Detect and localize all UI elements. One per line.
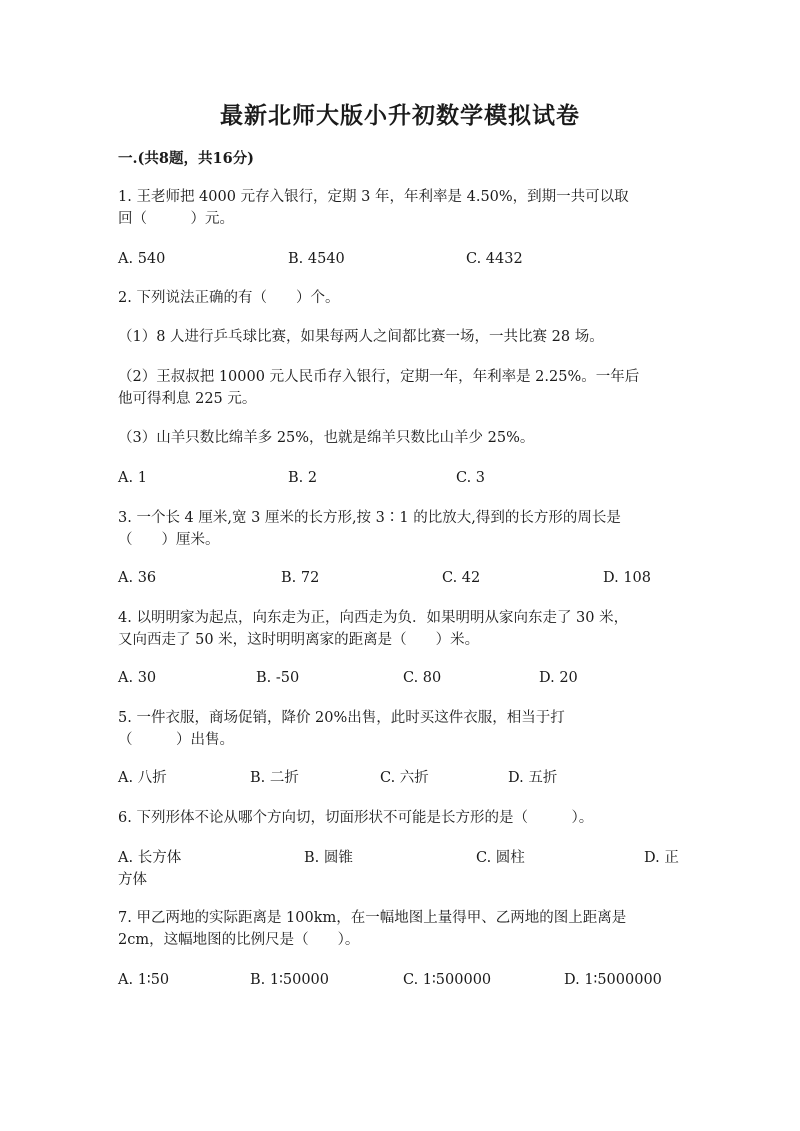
question-text: （ ）出售。 [118, 732, 234, 748]
question-text: 又向西走了 50 米，这时明明离家的距离是（ ）米。 [118, 632, 480, 648]
option-b: B. 1∶50000 [250, 972, 329, 988]
statement-2: 他可得利息 225 元。 [118, 391, 257, 407]
question-text: 5. 一件衣服，商场促销，降价 20%出售，此时买这件衣服，相当于打 [118, 710, 565, 726]
option-c: C. 42 [442, 570, 481, 586]
option-d-continued: 方体 [118, 872, 147, 888]
statement-1: （1）8 人进行乒乓球比赛，如果每两人之间都比赛一场，一共比赛 28 场。 [118, 329, 604, 345]
option-c: C. 六折 [380, 770, 429, 786]
section-heading: 一.(共8题，共16分) [118, 150, 255, 167]
question-text: 1. 王老师把 4000 元存入银行，定期 3 年，年利率是 4.50%，到期一共可以取 [118, 189, 629, 205]
question-text: 3. 一个长 4 厘米,宽 3 厘米的长方形,按 3∶1 的比放大,得到的长方形的周长是 [118, 510, 621, 526]
option-c: C. 4432 [466, 251, 523, 267]
page-title: 最新北师大版小升初数学模拟试卷 [220, 102, 580, 129]
option-b: B. 72 [281, 570, 320, 586]
option-a: A. 540 [118, 251, 166, 267]
option-a: A. 36 [118, 570, 157, 586]
option-b: B. 圆锥 [304, 850, 353, 866]
option-b: B. 二折 [250, 770, 299, 786]
option-a: A. 长方体 [118, 850, 182, 866]
option-c: C. 80 [403, 670, 442, 686]
question-text: （ ）厘米。 [118, 532, 220, 548]
option-d: D. 五折 [508, 770, 558, 786]
option-d: D. 20 [539, 670, 578, 686]
question-text: 2. 下列说法正确的有（ ）个。 [118, 290, 340, 306]
question-text: 7. 甲乙两地的实际距离是 100km，在一幅地图上量得甲、乙两地的图上距离是 [118, 910, 627, 926]
question-text: 4. 以明明家为起点，向东走为正，向西走为负．如果明明从家向东走了 30 米， [118, 610, 629, 626]
option-c: C. 3 [456, 470, 486, 486]
option-d: D. 正 [644, 850, 679, 866]
statement-2: （2）王叔叔把 10000 元人民币存入银行，定期一年，年利率是 2.25%。一年后 [118, 369, 640, 385]
question-text: 6. 下列形体不论从哪个方向切，切面形状不可能是长方形的是（ ）。 [118, 810, 594, 826]
option-c: C. 1∶500000 [403, 972, 492, 988]
option-b: B. -50 [256, 670, 300, 686]
option-a: A. 1∶50 [118, 972, 170, 988]
option-a: A. 八折 [118, 770, 167, 786]
option-d: D. 108 [603, 570, 652, 586]
question-text: 回（ ）元。 [118, 211, 234, 227]
question-text: 2cm，这幅地图的比例尺是（ ）。 [118, 932, 360, 948]
option-b: B. 4540 [288, 251, 345, 267]
option-d: D. 1∶5000000 [564, 972, 662, 988]
option-a: A. 1 [118, 470, 147, 486]
option-b: B. 2 [288, 470, 318, 486]
statement-3: （3）山羊只数比绵羊多 25%，也就是绵羊只数比山羊少 25%。 [118, 430, 535, 446]
option-c: C. 圆柱 [476, 850, 525, 866]
option-a: A. 30 [118, 670, 157, 686]
